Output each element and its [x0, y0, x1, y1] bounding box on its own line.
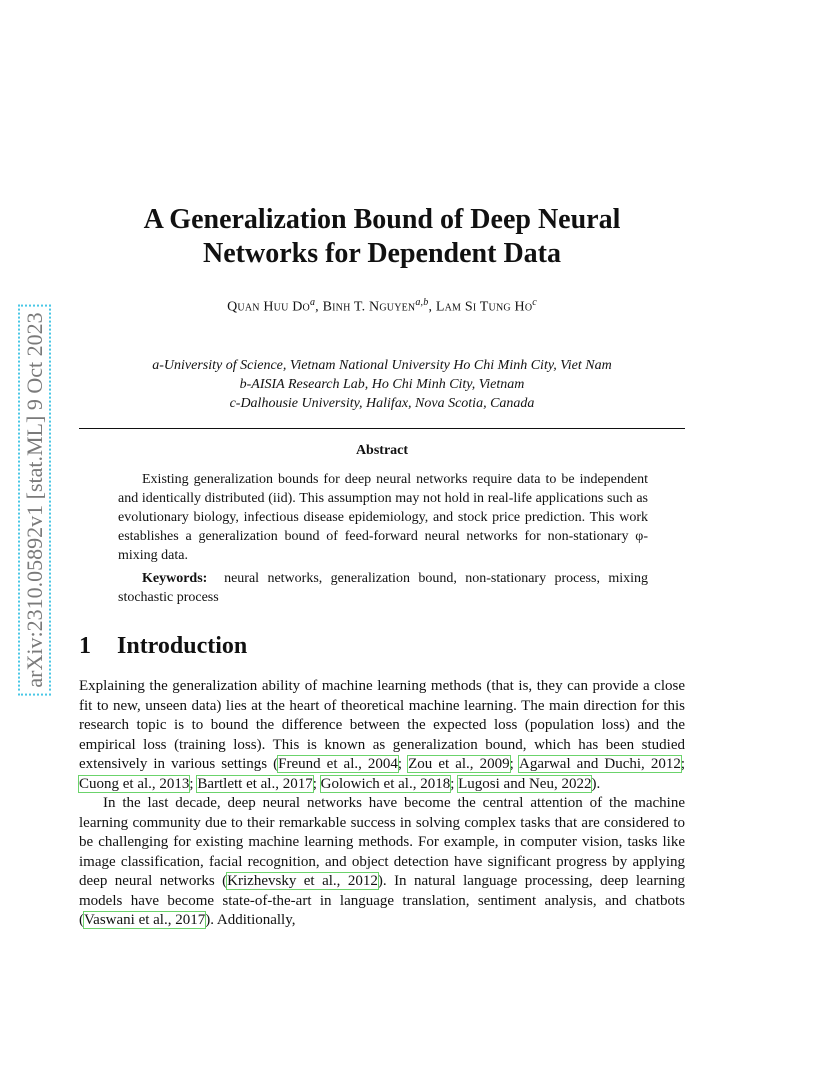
- author-affil-mark: a,b: [415, 297, 429, 308]
- abstract-text: Existing generalization bounds for deep neural networks require data to be independent and identically distributed (iid). This assumption may not hold in real-life applications such as evolutionary biology, infectious disease epidemiology, and stock price prediction. This work establishes a generalization bound of feed-forward neural networks for non-stationary φ-mixing data.: [118, 472, 648, 563]
- citation-link[interactable]: Bartlett et al., 2017: [197, 775, 313, 792]
- section-heading: [79, 633, 247, 660]
- arxiv-id-link[interactable]: arXiv:2310.05892v1 [stat.ML] 9 Oct 2023: [22, 308, 47, 691]
- horizontal-rule: [79, 428, 685, 429]
- author-name: Lam Si Tung Ho: [435, 299, 533, 315]
- citation-link[interactable]: Lugosi and Neu, 2022: [458, 775, 592, 792]
- citation-link[interactable]: Cuong et al., 2013: [79, 775, 190, 792]
- citation-link[interactable]: Freund et al., 2004: [278, 756, 398, 772]
- author-name: Binh T. Nguyen: [322, 299, 416, 315]
- paragraph: Explaining the generalization ability of machine learning methods (that is, they can provide a close fit to new, unseen data) lies at the heart of theoretical machine learning. The main direction for this research topic is to bound the difference between the expected loss (population loss) and the empirical loss (training loss). This is known as generalization bound, which has been studied extensively in various settings (Freund et al., 2004; Zou et al., 2009; Agarwal and Duchi, 2012; Cuong et al., 2013; Bartlett et al., 2017; Golowich et al., 2018; Lugosi and Neu, 2022).: [79, 678, 685, 792]
- author-list: Quan Huu Do$^a$, Binh T. Nguyen$^{a,b}$, Lam Si Tung Ho$^c$: [227, 297, 537, 315]
- citation-link[interactable]: Krizhevsky et al., 2012: [227, 873, 378, 889]
- paragraph-text: In the last decade, deep neural networks have become the central attention of the machine learning community due to their remarkable success in solving complex tasks that are considered to be challenging for existing machine learning methods. For example, in computer vision, tasks like image classification, facial recognition, and object detection have significant progress by applying deep neural networks (: [79, 795, 685, 889]
- citation-link[interactable]: Zou et al., 2009: [408, 756, 510, 772]
- keywords-block: [118, 569, 648, 607]
- keywords-text: neural networks, generalization bound, non-stationary process, mixing stochastic process: [118, 571, 648, 605]
- author-affil-mark: c: [532, 297, 537, 308]
- section-body: [79, 677, 685, 931]
- author-affil-mark: a: [309, 297, 316, 308]
- affiliation-list: [80, 356, 684, 413]
- title-line-2: Networks for Dependent Data: [203, 238, 561, 269]
- title-line-1: A Generalization Bound of Deep Neural: [143, 204, 621, 235]
- paragraph-text: ). Additionally,: [205, 912, 296, 928]
- citation-link[interactable]: Vaswani et al., 2017: [84, 912, 206, 928]
- affiliation-line: c-Dalhousie University, Halifax, Nova Scotia, Canada: [229, 396, 535, 411]
- abstract-heading: Abstract: [355, 443, 409, 458]
- affiliation-line: a-University of Science, Vietnam National University Ho Chi Minh City, Viet Nam: [152, 358, 612, 373]
- arxiv-sidebar-stamp[interactable]: [22, 308, 48, 691]
- paper-title: [80, 203, 684, 271]
- paragraph: [79, 794, 685, 931]
- citation-link[interactable]: Golowich et al., 2018: [320, 775, 451, 792]
- paragraph-text: ). In natural language processing, deep learning models have become state-of-the-art in language translation, sentiment analysis, and chatbots (: [79, 873, 686, 928]
- author-name: Quan Huu Do: [227, 299, 310, 315]
- section-number: 1: [79, 633, 91, 659]
- affiliation-line: b-AISIA Research Lab, Ho Chi Minh City, Vietnam: [239, 377, 525, 392]
- keywords-label: Keywords:: [142, 571, 208, 586]
- citation-link[interactable]: Agarwal and Duchi, 2012: [518, 756, 681, 772]
- paragraph-text: Explaining the generalization ability of machine learning methods (that is, they can provide a close fit to new, unseen data) lies at the heart of theoretical machine learning. The main direction for this research topic is to bound the difference between the expected loss (population loss) and the empirical loss (training loss). This is known as generalization bound, which has been studied extensively in various settings (: [79, 678, 685, 772]
- section-title: Introduction: [117, 633, 248, 659]
- abstract-body: [118, 470, 648, 565]
